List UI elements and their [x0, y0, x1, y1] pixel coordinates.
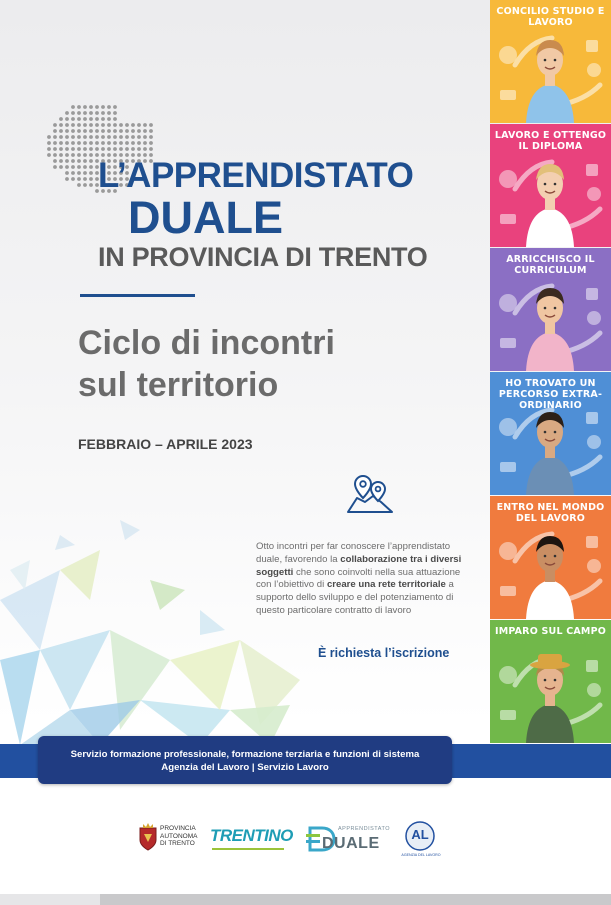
partner-logos — [0, 810, 611, 870]
map-pins-icon — [345, 472, 395, 516]
registration-note: È richiesta l’iscrizione — [318, 646, 450, 660]
subtitle — [78, 322, 408, 406]
testimonial-strip — [490, 0, 611, 744]
trentino-logo — [210, 826, 293, 852]
panel-caption: ENTRO NEL MONDO DEL LAVORO — [496, 502, 605, 524]
panel-caption: ARRICCHISCO IL CURRICULUM — [506, 254, 595, 276]
apprendistato-duale-logo — [306, 822, 390, 858]
panel-diploma — [490, 124, 611, 247]
agenzia-lavoro-logo — [398, 820, 444, 860]
title-line-1: L’APPRENDISTATO — [98, 156, 414, 195]
event-dates: FEBBRAIO – APRILE 2023 — [78, 436, 253, 452]
panel-learn-on-field — [490, 620, 611, 743]
subtitle-line-1: Ciclo di incontri — [78, 324, 335, 362]
agenzia-mark-text: AL — [411, 827, 429, 842]
trentino-underline — [212, 848, 284, 850]
duale-big-text: DUALE — [322, 835, 380, 852]
agenzia-name: AGENZIA DEL LAVORO — [401, 853, 441, 857]
duale-small-text: APPRENDISTATO — [338, 826, 391, 832]
panel-illustration — [490, 620, 611, 743]
title-line-2: DUALE — [128, 192, 283, 243]
title-line-3: IN PROVINCIA DI TRENTO — [98, 242, 428, 272]
provincia-logo — [138, 820, 198, 854]
subtitle-line-2: sul territorio — [78, 366, 279, 404]
panel-work-world — [490, 496, 611, 619]
panel-study-work — [490, 0, 611, 123]
provincia-name: PROVINCIA AUTONOMA DI TRENTO — [160, 825, 198, 847]
panel-curriculum — [490, 248, 611, 371]
trentino-wordmark: TRENTINO — [210, 826, 293, 845]
bottom-bar — [0, 894, 611, 905]
footer-box — [38, 736, 452, 784]
panel-caption: HO TROVATO UN PERCORSO EXTRA-ORDINARIO — [498, 378, 603, 411]
panel-extraordinary-path — [490, 372, 611, 495]
title-divider — [80, 294, 195, 297]
panel-caption: IMPARO SUL CAMPO — [494, 626, 607, 637]
panel-caption: CONCILIO STUDIO E LAVORO — [496, 6, 605, 28]
coat-of-arms-icon — [138, 822, 158, 852]
event-description: Otto incontri per far conoscere l’apprendistato duale, favorendo la collaborazione tra i diversi soggetti che sono coinvolti nella sua attuazione con l’obiettivo di creare una rete territoriale a supporto dello sviluppo e del potenziamento di questo particolare contratto di lavoro — [256, 541, 462, 616]
footer-line-2: Agenzia del Lavoro | Servizio Lavoro — [161, 762, 329, 773]
footer-line-1: Servizio formazione professionale, formazione terziaria e funzioni di sistema — [70, 749, 420, 760]
panel-caption: LAVORO E OTTENGO IL DIPLOMA — [494, 130, 607, 152]
